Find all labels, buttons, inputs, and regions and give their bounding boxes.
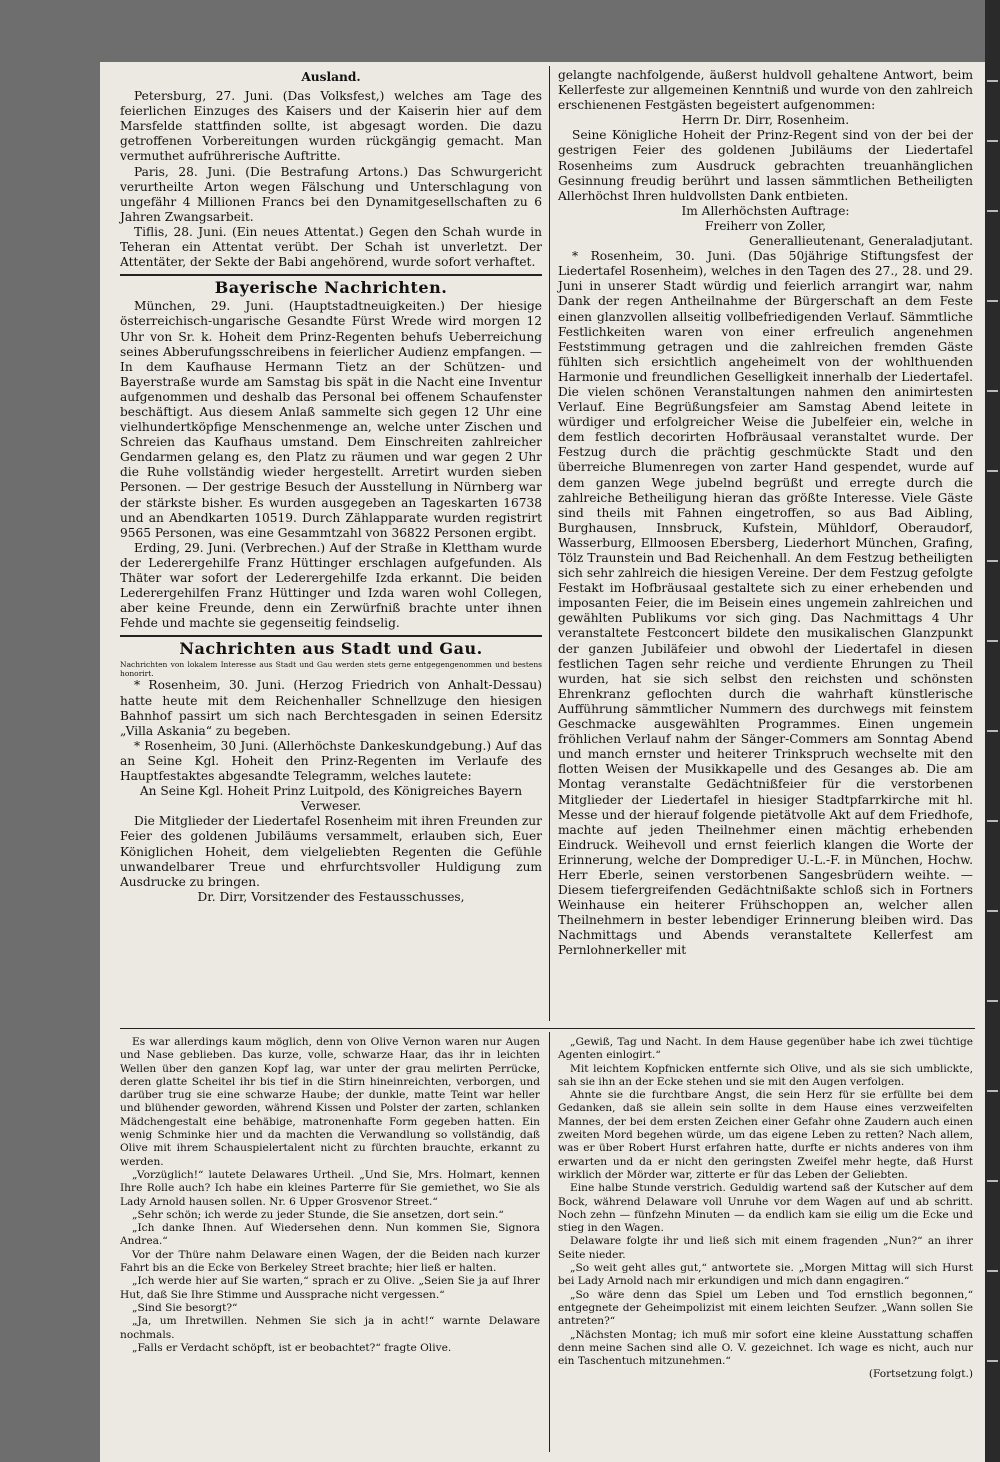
feuilleton-paragraph: Ahnte sie die furchtbare Angst, die sein Herz für sie erfüllte bei dem Gedanken, daß sie allein sein sollte in dem Hause eines verzweifelten Mannes, der bei dem ersten Zeichen einer Gefahr ohne Zaudern auch einen zweiten Mord begehen würde, um das eigene Leben zu retten? Nach allem, was er über Robert Hurst erfahren hatte, durfte er nichts anderes von ihm erwarten und da er nicht den geringsten Zweifel mehr hegte, daß Hurst wirklich der Mörder war, zitterte er für das Leben der Geliebten. xyxy=(558,1089,973,1181)
feuilleton-paragraph: „Gewiß, Tag und Nacht. In dem Hause gegenüber habe ich zwei tüchtige Agenten einlogirt.“ xyxy=(558,1036,973,1062)
feuilleton-paragraph: „Ja, um Ihretwillen. Nehmen Sie sich ja in acht!“ warnte Delaware nochmals. xyxy=(120,1315,540,1341)
feuilleton-right xyxy=(558,1036,973,1382)
article-muenchen: München, 29. Juni. (Hauptstadtneuigkeiten.) Der hiesige österreichisch-ungarische Gesandte Fürst Wrede wird morgen 12 Uhr von Sr. k. Hoheit dem Prinz-Regenten behufs Ueberreichung seines Abberufungsschreibens in feierlicher Audienz empfangen. — In dem Kaufhause Hermann Tietz an der Schützen- und Bayerstraße wurde am Samstag bis spät in die Nacht eine Inventur aufgenommen und deshalb das Personal bei offenem Schaufenster beschäftigt. Aus diesem Anlaß sammelte sich gegen 12 Uhr eine vielhundertköpfige Menschenmenge an, welche unter Zischen und Schreien das Kaufhaus umstand. Dem Einschreiten zahlreicher Gendarmen gelang es, den Platz zu räumen und war gegen 2 Uhr die Ruhe vollständig wieder hergestellt. Arretirt wurden sieben Personen. — Der gestrige Besuch der Ausstellung in Nürnberg war der stärkste bisher. Es wurden ausgegeben an Tageskarten 16738 und an Abendkarten 10519. Durch Zählapparate wurden registrirt 9565 Personen, was eine Gesammtzahl von 36822 Personen ergibt. xyxy=(120,299,542,540)
telegram-signature: Dr. Dirr, Vorsitzender des Festausschusses, xyxy=(197,889,465,904)
article-rosenheim-dank: * Rosenheim, 30 Juni. (Allerhöchste Dankeskundgebung.) Auf das an Seine Kgl. Hoheit den Prinz-Regenten im Verlaufe des Hauptfestaktes abgesandte Telegramm, welches lautete: xyxy=(120,738,542,784)
article-paris: Paris, 28. Juni. (Die Bestrafung Artons.) Das Schwurgericht verurtheilte Arton wegen Fälschung und Unterschlagung von ungefähr 4 Millionen Francs bei den Dynamitgesellschaften zu 6 Jahren Zwangsarbeit. xyxy=(120,164,542,224)
column-divider xyxy=(549,66,550,1021)
article-rosenheim-stiftungsfest: * Rosenheim, 30. Juni. (Das 50jährige Stiftungsfest der Liedertafel Rosenheim), welches in den Tagen des 27., 28. und 29. Juni in unserer Stadt würdig und feierlich arrangirt war, nahm Dank der regen Antheilnahme der Bürgerschaft an dem Feste einen glanzvollen allseitig vollbefriedigenden Verlauf. Sämmtliche Festlichkeiten waren von einer erfreulich angenehmen Feststimmung getragen und die zahlreichen fremden Gäste fühlten sich ersichtlich angeheimelt von der wohlthuenden Harmonie und freundlichen Geselligkeit innerhalb der Liedertafel. Die vielen schönen Veranstaltungen nahmen den animirtesten Verlauf. Eine Begrüßungsfeier am Samstag Abend leitete in würdiger und erfolgreicher Weise die Jubelfeier ein, welche in dem festlich decorirten Hofbräusaal veranstaltet wurde. Der Festzug durch die prächtig geschmückte Stadt und den überreiche Blumenregen von zarter Hand gespendet, wurde auf dem ganzen Wege jubelnd begrüßt und erregte durch die zahlreiche Betheiligung hieran das größte Interesse. Viele Gäste sind theils mit Fahnen eingetroffen, so aus Bad Aibling, Burghausen, Innsbruck, Kufstein, Mühldorf, Oberaudorf, Wasserburg, Ellmoosen Ebersberg, Liederhort München, Grafing, Tölz Traunstein und Bad Reichenhall. An dem Festzug betheiligten sich sehr zahlreich die hiesigen Vereine. Der dem Festzug gefolgte Festakt im Hofbräusaal gestaltete sich zu einer erhebenden und imposanten Feier, die im Beisein eines ungemein zahlreichen und gewählten Publikums vor sich ging. Das Nachmittags 4 Uhr veranstaltete Festconcert bildete den musikalischen Glanzpunkt der ganzen Jubiläfeier und obwohl der Liedertafel in diesen festlichen Tagen sehr reiche und verdiente Ehrungen zu Theil wurden, hat sie sich selbst den reichsten und schönsten Ehrenkranz geflochten durch die wahrhaft künstlerische Aufführung sämmtlicher Nummern des durchwegs mit feinstem Geschmacke ausgewählten Programmes. Einen ungemein fröhlichen Verlauf nahm der Sänger-Commers am Sonntag Abend und manch ernster und heiterer Trinkspruch wechselte mit den flotten Weisen der Musikkapelle und des Gesanges ab. Die am Montag veranstalte Gedächtnißfeier für die verstorbenen Mitglieder der Liedertafel in hiesiger Stadtpfarrkirche mit hl. Messe und der hierauf folgende pietätvolle Akt auf dem Friedhofe, machte auf jeden Theilnehmer einen mächtig erhebenden Eindruck. Weihevoll und ernst feierlich klangen die Worte der Erinnerung, welche der Domprediger U.-L.-F. in München, Hochw. Herr Eberle, seinen verstorbenen Sangesbrüdern weihte. — Diesem tiefergreifenden Gedächtnißakte schloß sich in Fortners Weinhause ein heiterer Frühschoppen an, welcher allen Theilnehmern in bester lebendiger Erinnerung bleiben wird. Das Nachmittags und Abends veranstaltete Kellerfest am Pernlohnerkeller mit xyxy=(558,249,973,958)
answer-text: Seine Königliche Hoheit der Prinz-Regent sind von der bei der gestrigen Feier des goldenen Jubiläums der Liedertafel Rosenheims zum Ausdruck gebrachten treuanhänglichen Gesinnung freudig berührt und lassen sämmtlichen Betheiligten Allerhöchst Ihren huldvollsten Dank entbieten. xyxy=(558,128,973,203)
article-continuation: gelangte nachfolgende, äußerst huldvoll gehaltene Antwort, beim Kellerfeste zur allgemeinen Kenntniß und wurde von den zahlreich erschienenen Festgästen begeistert aufgenommen: xyxy=(558,68,973,113)
feuilleton-paragraph: Es war allerdings kaum möglich, denn von Olive Vernon waren nur Augen und Nase geblieben. Das kurze, volle, schwarze Haar, das ihr in leichten Wellen über den ganzen Kopf lag, war unter der grau melirten Perrücke, deren glatte Scheitel ihr bis tief in die Stirn hineinreichten, verborgen, und darüber trug sie eine schwarze Haube; der dunkle, matte Teint war heller und blühender geworden, während Kissen und Polster der zarten, schlanken Mädchengestalt eine behäbige, matronenhafte Form gegeben hatten. Ein wenig Schminke hier und da machten die Verwandlung so vollständig, daß Olive mit ihrem Schauspielertalent nicht zu fürchten brauchte, erkannt zu werden. xyxy=(120,1036,540,1168)
feuilleton-paragraph: „Sind Sie besorgt?“ xyxy=(132,1301,238,1314)
telegram-text: Die Mitglieder der Liedertafel Rosenheim mit ihren Freunden zur Feier des goldenen Jubiläums versammelt, erlauben sich, Euer Königlichen Hoheit, dem vielgeliebten Regenten die Gefühle unwandelbarer Treue und ehrfurchtsvoller Huldigung zum Ausdrucke zu bringen. xyxy=(120,814,542,889)
answer-address: Herrn Dr. Dirr, Rosenheim. xyxy=(681,113,850,128)
stadt-gau-subheading: Nachrichten von lokalem Interesse aus Stadt und Gau werden stets gerne entgegengenommen und bestens honorirt. xyxy=(120,660,542,679)
newspaper-page xyxy=(100,62,985,1462)
feuilleton-paragraph: „Ich werde hier auf Sie warten,“ sprach er zu Olive. „Seien Sie ja auf Ihrer Hut, daß Sie Ihre Stimme und Aussprache nicht vergessen.“ xyxy=(120,1275,540,1301)
fortsetzung-note: (Fortsetzung folgt.) xyxy=(868,1368,973,1381)
feuilleton-left xyxy=(120,1036,540,1355)
feuilleton-paragraph: Eine halbe Stunde verstrich. Geduldig wartend saß der Kutscher auf dem Bock, während Delaware voll Unruhe vor dem Wagen auf und ab schritt. Noch zehn — fünfzehn Minuten — da endlich kam sie eilig um die Ecke und stieg in den Wagen. xyxy=(558,1182,973,1235)
feuilleton-paragraph: „So wäre denn das Spiel um Leben und Tod ernstlich begonnen,“ entgegnete der Geheimpolizist mit einem leichten Seufzer. „Wann sollen Sie antreten?“ xyxy=(558,1288,973,1328)
feuilleton-divider xyxy=(120,1028,975,1029)
answer-general: Generallieutenant, Generaladjutant. xyxy=(748,234,973,249)
article-petersburg: Petersburg, 27. Juni. (Das Volksfest,) welches am Tage des feierlichen Einzuges des Kaisers und der Kaiserin hier auf dem Marsfelde stattfinden sollte, ist abgesagt worden. Die dazu getroffenen Vorbereitungen wurden rückgängig gemacht. Man vermuthet aufrührerische Auftritte. xyxy=(120,89,542,164)
article-tiflis: Tiflis, 28. Juni. (Ein neues Attentat.) Gegen den Schah wurde in Teheran ein Attentat verübt. Der Schah ist unverletzt. Der Attentäter, der Sekte der Babi angehörend, wurde sofort verhaftet. xyxy=(120,224,542,270)
feuilleton-paragraph: „Falls er Verdacht schöpft, ist er beobachtet?“ fragte Olive. xyxy=(132,1341,452,1354)
left-column xyxy=(120,68,542,905)
feuilleton-paragraph: „So weit geht alles gut,“ antwortete sie. „Morgen Mittag will sich Hurst bei Lady Arnold nach mir erkundigen und mich dann engagiren.“ xyxy=(558,1262,973,1288)
answer-auftrage: Im Allerhöchsten Auftrage: xyxy=(681,203,850,218)
feuilleton-paragraph: „Sehr schön; ich werde zu jeder Stunde, die Sie ansetzen, dort sein.“ xyxy=(132,1208,504,1221)
feuilleton-paragraph: Mit leichtem Kopfnicken entfernte sich Olive, und als sie sich umblickte, sah sie ihn an der Ecke stehen und sie mit den Augen verfolgen. xyxy=(558,1062,973,1088)
section-divider xyxy=(120,274,542,276)
ausland-heading: Ausland. xyxy=(301,70,361,84)
article-erding: Erding, 29. Juni. (Verbrechen.) Auf der Straße in Klettham wurde der Lederergehilfe Franz Hüttinger erschlagen aufgefunden. Als Thäter war sofort der Lederergehilfe Izda erkannt. Die beiden Lederergehilfen Franz Hüttinger und Izda waren wohl Collegen, aber keine Freunde, denn ein Zerwürfniß brachte unter ihnen Fehde und machte sie gegenseitig feindselig. xyxy=(120,540,542,631)
feuilleton-paragraph: Delaware folgte ihr und ließ sich mit einem fragenden „Nun?“ an ihrer Seite nieder. xyxy=(558,1235,973,1261)
stadt-gau-heading: Nachrichten aus Stadt und Gau. xyxy=(179,639,483,659)
telegram-address: An Seine Kgl. Hoheit Prinz Luitpold, des Königreiches Bayern Verweser. xyxy=(139,784,523,814)
feuilleton-paragraph: Vor der Thüre nahm Delaware einen Wagen, der die Beiden nach kurzer Fahrt bis an die Ecke von Berkeley Street brachte; hier ließ er halten. xyxy=(120,1248,540,1275)
article-rosenheim-anhalt: * Rosenheim, 30. Juni. (Herzog Friedrich von Anhalt-Dessau) hatte heute mit dem Reichenhaller Schnellzuge den hiesigen Bahnhof passirt um sich nach Berchtesgaden in seinen Edersitz „Villa Askania“ zu begeben. xyxy=(120,678,542,738)
answer-freiherr: Freiherr von Zoller, xyxy=(704,218,827,233)
feuilleton-paragraph: „Nächsten Montag; ich muß mir sofort eine kleine Ausstattung schaffen denn meine Sachen sind alle O. V. gezeichnet. Ich wage es nicht, auch nur ein Taschentuch mitzunehmen.“ xyxy=(558,1328,973,1368)
bayerische-heading: Bayerische Nachrichten. xyxy=(214,278,448,298)
feuilleton-paragraph: „Vorzüglich!“ lautete Delawares Urtheil. „Und Sie, Mrs. Holmart, kennen Ihre Rolle auch? Ich habe ein kleines Parterre für Sie gemiethet, wo Sie als Lady Arnold hausen sollen. Nr. 6 Upper Grosvenor Street.“ xyxy=(120,1168,540,1208)
adjacent-page-edge xyxy=(985,0,1000,1462)
right-column xyxy=(558,68,973,959)
feuilleton-column-divider xyxy=(549,1032,550,1452)
feuilleton-paragraph: „Ich danke Ihnen. Auf Wiedersehen denn. Nun kommen Sie, Signora Andrea.“ xyxy=(120,1222,540,1248)
section-divider xyxy=(120,635,542,637)
